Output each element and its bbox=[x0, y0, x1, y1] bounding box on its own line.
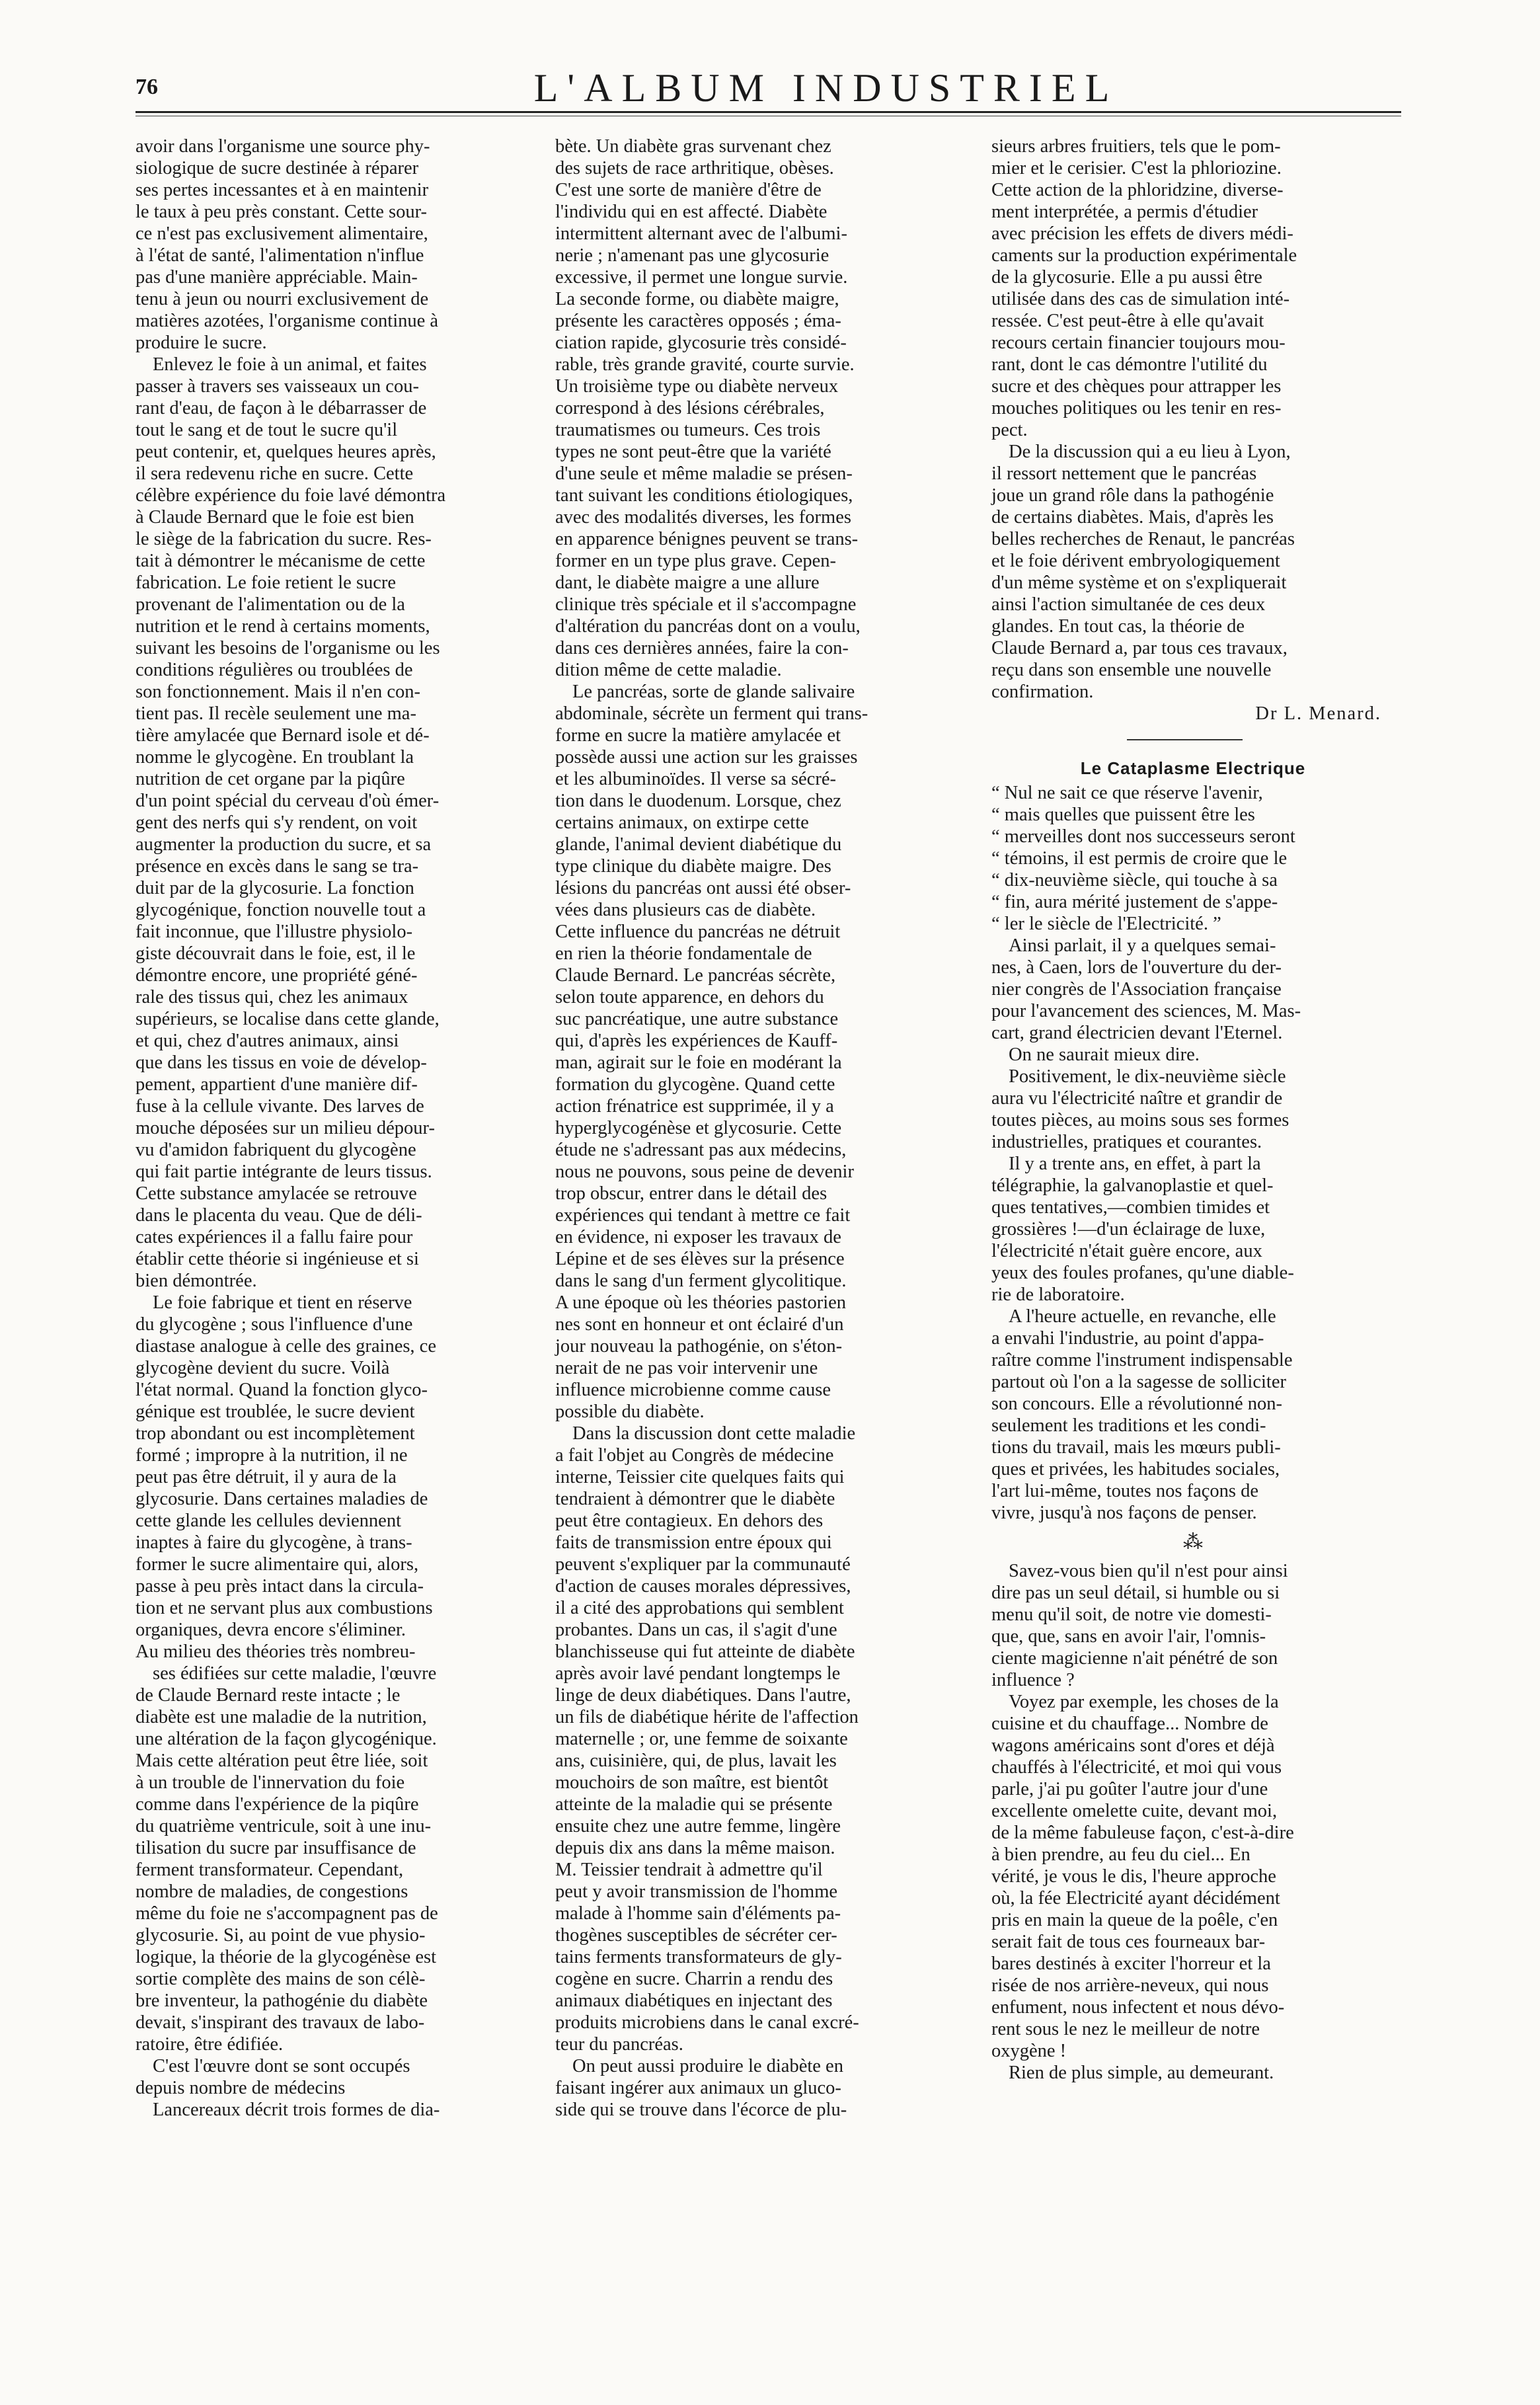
text-line: pect. bbox=[991, 420, 1028, 440]
text-line: tout le sang et de tout le sucre qu'il bbox=[135, 420, 398, 440]
text-line: Lancereaux décrit trois formes de dia- bbox=[153, 2100, 440, 2120]
text-line: On peut aussi produire le diabète en bbox=[572, 2056, 843, 2076]
text-line: de certains diabètes. Mais, d'après les bbox=[991, 507, 1274, 528]
text-line: rant d'eau, de façon à le débarrasser de bbox=[135, 398, 427, 418]
text-line: serait fait de tous ces fourneaux bar- bbox=[991, 1932, 1266, 1952]
text-line: il sera redevenu riche en sucre. Cette bbox=[135, 463, 414, 484]
column-right-top bbox=[991, 136, 1395, 703]
text-line: interne, Teissier cite quelques faits qui bbox=[555, 1467, 845, 1487]
text-line: nerait de ne pas voir intervenir une bbox=[555, 1358, 818, 1378]
section-title: Le Cataplasme Electrique bbox=[1080, 758, 1306, 778]
text-line: l'état normal. Quand la fonction glyco- bbox=[135, 1380, 428, 1400]
text-line: possible du diabète. bbox=[555, 1401, 705, 1422]
text-line: Dans la discussion dont cette maladie bbox=[572, 1423, 856, 1444]
text-line: abdominale, sécrète un ferment qui trans- bbox=[555, 703, 868, 724]
text-line: ainsi l'action simultanée de ces deux bbox=[991, 594, 1266, 615]
text-line: Un troisième type ou diabète nerveux bbox=[555, 376, 839, 397]
text-line: ment interprétée, a permis d'étudier bbox=[991, 202, 1258, 222]
text-line: atteinte de la maladie qui se présente bbox=[555, 1794, 833, 1815]
article-signature: Dr L. Menard. bbox=[1255, 703, 1381, 724]
text-line: lésions du pancréas ont aussi été obser- bbox=[555, 878, 851, 898]
text-line: à Claude Bernard que le foie est bien bbox=[135, 507, 414, 528]
text-line: cates expériences il a fallu faire pour bbox=[135, 1227, 413, 1247]
text-line: clinique très spéciale et il s'accompagne bbox=[555, 594, 857, 615]
text-line: raître comme l'instrument indispensable bbox=[991, 1350, 1293, 1370]
text-line: pour l'avancement des sciences, M. Mas- bbox=[991, 1001, 1301, 1021]
text-line: excessive, il permet une longue survie. bbox=[555, 267, 848, 288]
text-line: nutrition et le rend à certains moments, bbox=[135, 616, 430, 637]
text-line: mouche déposées sur un milieu dépour- bbox=[135, 1118, 435, 1138]
text-line: tait à démontrer le mécanisme de cette bbox=[135, 551, 426, 571]
text-line: type clinique du diabète maigre. Des bbox=[555, 856, 831, 877]
text-line: Savez-vous bien qu'il n'est pour ainsi bbox=[1009, 1561, 1288, 1581]
text-line: du glycogène ; sous l'influence d'une bbox=[135, 1314, 413, 1335]
text-line: à bien prendre, au feu du ciel... En bbox=[991, 1844, 1251, 1865]
text-line: possède aussi une action sur les graisses bbox=[555, 747, 858, 768]
text-line: Claude Bernard. Le pancréas sécrète, bbox=[555, 965, 836, 986]
text-line: de Claude Bernard reste intacte ; le bbox=[135, 1685, 401, 1706]
text-line: former en un type plus grave. Cepen- bbox=[555, 551, 836, 571]
text-line: “ dix-neuvième siècle, qui touche à sa bbox=[991, 870, 1278, 890]
text-line: glycosurie. Dans certaines maladies de bbox=[135, 1489, 428, 1509]
text-line: ques et privées, les habitudes sociales, bbox=[991, 1459, 1280, 1479]
column-right bbox=[991, 136, 1395, 2084]
text-line: dans le sang d'un ferment glycolitique. bbox=[555, 1271, 847, 1291]
text-line: ciente magicienne n'ait pénétré de son bbox=[991, 1648, 1278, 1669]
text-line: formation du glycogène. Quand cette bbox=[555, 1074, 835, 1095]
text-line: selon toute apparence, en dehors du bbox=[555, 987, 824, 1007]
text-line: avec précision les effets de divers médi- bbox=[991, 223, 1293, 244]
text-line: glycosurie. Si, au point de vue physio- bbox=[135, 1925, 426, 1946]
text-line: oxygène ! bbox=[991, 2041, 1067, 2061]
text-line: glande, l'animal devient diabétique du bbox=[555, 834, 842, 855]
text-line: dant, le diabète maigre a une allure bbox=[555, 572, 820, 593]
text-line: inaptes à faire du glycogène, à trans- bbox=[135, 1532, 412, 1553]
text-line: Rien de plus simple, au demeurant. bbox=[1009, 2063, 1274, 2083]
text-line: ses pertes incessantes et à en maintenir bbox=[135, 180, 429, 200]
section-body bbox=[991, 782, 1395, 1524]
text-line: De la discussion qui a eu lieu à Lyon, bbox=[1009, 442, 1291, 462]
text-line: de la glycosurie. Elle a pu aussi être bbox=[991, 267, 1262, 288]
text-line: excellente omelette cuite, devant moi, bbox=[991, 1801, 1278, 1821]
text-line: fait inconnue, que l'illustre physiolo- bbox=[135, 922, 413, 942]
text-line: avec des modalités diverses, les formes bbox=[555, 507, 851, 528]
text-line: maternelle ; or, une femme de soixante bbox=[555, 1729, 848, 1749]
text-line: d'altération du pancréas dont on a voulu, bbox=[555, 616, 861, 637]
text-line: siologique de sucre destinée à réparer bbox=[135, 158, 419, 178]
text-line: nes sont en honneur et ont éclairé d'un bbox=[555, 1314, 844, 1335]
text-line: giste découvrait dans le foie, est, il le bbox=[135, 943, 416, 964]
text-line: sucre et des chèques pour attrapper les bbox=[991, 376, 1282, 397]
text-line: même du foie ne s'accompagnent pas de bbox=[135, 1903, 438, 1924]
text-line: glycogène devient du sucre. Voilà bbox=[135, 1358, 390, 1378]
text-line: C'est l'œuvre dont se sont occupés bbox=[153, 2056, 410, 2076]
text-line: tendraient à démontrer que le diabète bbox=[555, 1489, 835, 1509]
text-line: nier congrès de l'Association française bbox=[991, 979, 1282, 1000]
text-line: sieurs arbres fruitiers, tels que le pom- bbox=[991, 136, 1281, 157]
text-line: sortie complète des mains de son célè- bbox=[135, 1969, 426, 1989]
text-line: ciation rapide, glycosurie très considé- bbox=[555, 333, 847, 353]
text-line: produits microbiens dans le canal excré- bbox=[555, 2012, 859, 2033]
text-line: industrielles, pratiques et courantes. bbox=[991, 1132, 1262, 1152]
column-left bbox=[135, 136, 522, 2121]
text-line: seulement les traditions et les condi- bbox=[991, 1415, 1266, 1436]
text-line: “ témoins, il est permis de croire que le bbox=[991, 848, 1288, 869]
text-line: rent sous le nez le meilleur de notre bbox=[991, 2019, 1260, 2039]
text-line: ce n'est pas exclusivement alimentaire, bbox=[135, 223, 428, 244]
text-line: caments sur la production expérimentale bbox=[991, 245, 1297, 266]
text-line: ensuite chez une autre femme, lingère bbox=[555, 1816, 841, 1836]
page-number: 76 bbox=[135, 75, 158, 99]
text-line: d'un même système et on s'expliquerait bbox=[991, 572, 1287, 593]
text-line: “ Nul ne sait ce que réserve l'avenir, bbox=[991, 783, 1263, 803]
text-line: wagons américains sont d'ores et déjà bbox=[991, 1735, 1275, 1756]
text-line: de la même fabuleuse façon, c'est-à-dire bbox=[991, 1823, 1294, 1843]
text-line: linge de deux diabétiques. Dans l'autre, bbox=[555, 1685, 851, 1706]
text-line: certains animaux, on extirpe cette bbox=[555, 812, 809, 833]
text-line: dition même de cette maladie. bbox=[555, 660, 782, 680]
text-line: matières azotées, l'organisme continue à bbox=[135, 311, 439, 331]
text-line: a fait l'objet au Congrès de médecine bbox=[555, 1445, 834, 1466]
text-line: risée de nos arrière-neveux, qui nous bbox=[991, 1975, 1269, 1996]
text-line: qui fait partie intégrante de leurs tissus. bbox=[135, 1162, 432, 1182]
text-line: ans, cuisinière, qui, de plus, lavait les bbox=[555, 1751, 837, 1771]
text-line: expériences qui tendant à mettre ce fait bbox=[555, 1205, 851, 1226]
text-line: nes, à Caen, lors de l'ouverture du der- bbox=[991, 957, 1282, 978]
text-line: du quatrième ventricule, soit à une inu- bbox=[135, 1816, 432, 1836]
text-line: Claude Bernard a, par tous ces travaux, bbox=[991, 638, 1288, 658]
text-line: produire le sucre. bbox=[135, 333, 267, 353]
text-line: aura vu l'électricité naître et grandir de bbox=[991, 1088, 1283, 1109]
text-line: faits de transmission entre époux qui bbox=[555, 1532, 832, 1553]
text-line: depuis nombre de médecins bbox=[135, 2078, 346, 2098]
text-line: Ainsi parlait, il y a quelques semai- bbox=[1009, 935, 1276, 956]
text-line: Lépine et de ses élèves sur la présence bbox=[555, 1249, 845, 1269]
text-line: bien démontrée. bbox=[135, 1271, 257, 1291]
text-line: animaux diabétiques en injectant des bbox=[555, 1991, 833, 2011]
text-line: jour nouveau la pathogénie, on s'éton- bbox=[555, 1336, 843, 1357]
asterism-divider: ⁂ bbox=[1183, 1531, 1203, 1553]
text-line: et qui, chez d'autres animaux, ainsi bbox=[135, 1031, 399, 1051]
text-line: il a cité des approbations qui semblent bbox=[555, 1598, 844, 1618]
text-line: que dans les tissus en voie de dévelop- bbox=[135, 1052, 427, 1073]
text-line: célèbre expérience du foie lavé démontra bbox=[135, 485, 446, 506]
text-line: l'individu qui en est affecté. Diabète bbox=[555, 202, 828, 222]
text-line: à l'état de santé, l'alimentation n'influe bbox=[135, 245, 424, 266]
text-line: l'art lui-même, toutes nos façons de bbox=[991, 1481, 1259, 1501]
text-line: nombre de maladies, de congestions bbox=[135, 1881, 408, 1902]
text-line: fabrication. Le foie retient le sucre bbox=[135, 572, 397, 593]
text-line: influence microbienne comme cause bbox=[555, 1380, 831, 1400]
text-line: intermittent alternant avec de l'albumi- bbox=[555, 223, 847, 244]
text-line: et le foie dérivent embryologiquement bbox=[991, 551, 1280, 571]
text-line: pris en main la queue de la poêle, c'en bbox=[991, 1910, 1278, 1930]
text-line: joue un grand rôle dans la pathogénie bbox=[991, 485, 1274, 506]
text-line: devait, s'inspirant des travaux de labo- bbox=[135, 2012, 425, 2033]
text-line: augmenter la production du sucre, et sa bbox=[135, 834, 432, 855]
text-line: peut être contagieux. En dehors des bbox=[555, 1511, 824, 1531]
text-line: organiques, devra encore s'éliminer. bbox=[135, 1620, 406, 1640]
text-line: passe à peu près intact dans la circula- bbox=[135, 1576, 424, 1597]
text-line: Le foie fabrique et tient en réserve bbox=[153, 1292, 412, 1313]
text-line: d'un point spécial du cerveau d'où émer- bbox=[135, 791, 440, 811]
text-line: glandes. En tout cas, la théorie de bbox=[991, 616, 1245, 637]
text-line: teur du pancréas. bbox=[555, 2034, 683, 2055]
text-line: nous ne pouvons, sous peine de devenir bbox=[555, 1162, 854, 1182]
text-line: tion dans le duodenum. Lorsque, chez bbox=[555, 791, 841, 811]
text-line: mier et le cerisier. C'est la phloriozine. bbox=[991, 158, 1282, 178]
text-line: provenant de l'alimentation ou de la bbox=[135, 594, 405, 615]
text-line: l'électricité n'était guère encore, aux bbox=[991, 1241, 1262, 1261]
text-line: Cette influence du pancréas ne détruit bbox=[555, 922, 841, 942]
text-line: après avoir lavé pendant longtemps le bbox=[555, 1663, 841, 1684]
text-line: tient pas. Il recèle seulement une ma- bbox=[135, 703, 416, 724]
text-line: diastase analogue à celle des graines, ce bbox=[135, 1336, 436, 1357]
text-line: La seconde forme, ou diabète maigre, bbox=[555, 289, 839, 309]
text-line: forme en sucre la matière amylacée et bbox=[555, 725, 841, 746]
text-line: action frénatrice est supprimée, il y a bbox=[555, 1096, 834, 1117]
text-line: chauffés à l'électricité, et moi qui vous bbox=[991, 1757, 1282, 1778]
text-line: Enlevez le foie à un animal, et faites bbox=[153, 354, 427, 375]
text-line: pement, appartient d'une manière dif- bbox=[135, 1074, 418, 1095]
text-line: ques tentatives,—combien timides et bbox=[991, 1197, 1270, 1218]
text-line: ratoire, être édifiée. bbox=[135, 2034, 284, 2055]
text-line: en apparence bénignes peuvent se trans- bbox=[555, 529, 859, 549]
text-line: man, agirait sur le foie en modérant la bbox=[555, 1052, 842, 1073]
text-line: mouchoirs de son maître, est bientôt bbox=[555, 1772, 829, 1793]
text-line: tière amylacée que Bernard isole et dé- bbox=[135, 725, 430, 746]
text-line: trop obscur, entrer dans le détail des bbox=[555, 1183, 828, 1204]
text-line: logique, la théorie de la glycogénèse est bbox=[135, 1947, 437, 1967]
text-line: où, la fée Electricité ayant décidément bbox=[991, 1888, 1280, 1909]
text-line: d'une seule et même maladie se présen- bbox=[555, 463, 853, 484]
text-line: d'action de causes morales dépressives, bbox=[555, 1576, 851, 1597]
text-line: “ merveilles dont nos successeurs seront bbox=[991, 826, 1295, 847]
text-line: side qui se trouve dans l'écorce de plu- bbox=[555, 2100, 847, 2120]
text-line: rie de laboratoire. bbox=[991, 1284, 1125, 1305]
text-line: malade à l'homme sain d'éléments pa- bbox=[555, 1903, 841, 1924]
text-line: et les albuminoïdes. Il verse sa sécré- bbox=[555, 769, 836, 789]
text-line: en rien la théorie fondamentale de bbox=[555, 943, 812, 964]
text-line: “ mais quelles que puissent être les bbox=[991, 805, 1255, 825]
text-line: tains ferments transformateurs de gly- bbox=[555, 1947, 842, 1967]
text-line: types ne sont peut-être que la variété bbox=[555, 442, 831, 462]
text-line: télégraphie, la galvanoplastie et quel- bbox=[991, 1175, 1274, 1196]
text-line: A une époque où les théories pastorien bbox=[555, 1292, 847, 1313]
text-line: C'est une sorte de manière d'être de bbox=[555, 180, 822, 200]
text-line: tant suivant les conditions étiologiques, bbox=[555, 485, 853, 506]
text-line: reçu dans son ensemble une nouvelle bbox=[991, 660, 1272, 680]
text-line: avoir dans l'organisme une source phy- bbox=[135, 136, 430, 157]
text-line: Cette action de la phloridzine, diverse- bbox=[991, 180, 1284, 200]
text-line: Le pancréas, sorte de glande salivaire bbox=[572, 682, 855, 702]
text-line: le taux à peu près constant. Cette sour- bbox=[135, 202, 428, 222]
text-line: un fils de diabétique hérite de l'affection bbox=[555, 1707, 859, 1727]
text-line: tenu à jeun ou nourri exclusivement de bbox=[135, 289, 429, 309]
text-line: en évidence, ni exposer les travaux de bbox=[555, 1227, 841, 1247]
text-line: “ fin, aura mérité justement de s'appe- bbox=[991, 892, 1278, 912]
text-line: recours certain financier toujours mou- bbox=[991, 333, 1286, 353]
text-line: tilisation du sucre par insuffisance de bbox=[135, 1838, 416, 1858]
text-line: bète. Un diabète gras survenant chez bbox=[555, 136, 831, 157]
text-line: utilisée dans des cas de simulation inté- bbox=[991, 289, 1290, 309]
text-line: passer à travers ses vaisseaux un cou- bbox=[135, 376, 419, 397]
text-line: pas d'une manière appréciable. Main- bbox=[135, 267, 418, 288]
text-line: démontre encore, une propriété géné- bbox=[135, 965, 418, 986]
text-line: confirmation. bbox=[991, 682, 1094, 702]
text-line: suivant les besoins de l'organisme ou les bbox=[135, 638, 440, 658]
text-line: menu qu'il soit, de notre vie domesti- bbox=[991, 1604, 1272, 1625]
text-line: hyperglycogénèse et glycosurie. Cette bbox=[555, 1118, 842, 1138]
text-line: vérité, je vous le dis, l'heure approche bbox=[991, 1866, 1276, 1887]
text-line: On ne saurait mieux dire. bbox=[1009, 1045, 1200, 1065]
text-line: tions du travail, mais les mœurs publi- bbox=[991, 1437, 1281, 1458]
text-line: vivre, jusqu'à nos façons de penser. bbox=[991, 1503, 1257, 1523]
text-line: son concours. Elle a révolutionné non- bbox=[991, 1394, 1283, 1414]
text-line: bares destinés à exciter l'horreur et la bbox=[991, 1953, 1271, 1974]
text-line: rant, dont le cas démontre l'utilité du bbox=[991, 354, 1268, 375]
text-line: il ressort nettement que le pancréas bbox=[991, 463, 1257, 484]
text-line: vu d'amidon fabriquent du glycogène bbox=[135, 1140, 416, 1160]
text-line: peuvent s'expliquer par la communauté bbox=[555, 1554, 851, 1575]
text-line: depuis dix ans dans la même maison. bbox=[555, 1838, 835, 1858]
text-line: rale des tissus qui, chez les animaux bbox=[135, 987, 408, 1007]
text-line: cart, grand électricien devant l'Eternel. bbox=[991, 1023, 1283, 1043]
text-line: que, que, sans en avoir l'air, l'omnis- bbox=[991, 1626, 1266, 1647]
text-line: probantes. Dans un cas, il s'agit d'une bbox=[555, 1620, 837, 1640]
text-line: tion et ne servant plus aux combustions bbox=[135, 1598, 433, 1618]
masthead bbox=[0, 0, 1540, 119]
text-line: une altération de la façon glycogénique. bbox=[135, 1729, 437, 1749]
text-line: peut contenir, et, quelques heures après, bbox=[135, 442, 436, 462]
text-line: cette glande les cellules deviennent bbox=[135, 1511, 401, 1531]
text-line: présente les caractères opposés ; éma- bbox=[555, 311, 841, 331]
text-line: peut pas être détruit, il y aura de la bbox=[135, 1467, 397, 1487]
text-line: formé ; impropre à la nutrition, il ne bbox=[135, 1445, 408, 1466]
text-line: comme dans l'expérience de la piqûre bbox=[135, 1794, 419, 1815]
text-line: supérieurs, se localise dans cette glande, bbox=[135, 1009, 440, 1029]
text-line: fuse à la cellule vivante. Des larves de bbox=[135, 1096, 424, 1117]
text-line: cogène en sucre. Charrin a rendu des bbox=[555, 1969, 833, 1989]
text-line: le siège de la fabrication du sucre. Res- bbox=[135, 529, 432, 549]
text-line: à un trouble de l'innervation du foie bbox=[135, 1772, 405, 1793]
journal-title: L'ALBUM INDUSTRIEL bbox=[533, 66, 1119, 110]
text-line: belles recherches de Renaut, le pancréas bbox=[991, 529, 1295, 549]
text-line: partout où l'on a la sagesse de solliciter bbox=[991, 1372, 1286, 1392]
text-line: trop abondant ou est incomplètement bbox=[135, 1423, 415, 1444]
section-divider bbox=[991, 725, 1395, 754]
text-line: “ ler le siècle de l'Electricité. ” bbox=[991, 914, 1221, 934]
text-line: a envahi l'industrie, au point d'appa- bbox=[991, 1328, 1264, 1349]
text-line: nomme le glycogène. En troublant la bbox=[135, 747, 414, 768]
text-line: duit par de la glycosurie. La fonction bbox=[135, 878, 414, 898]
text-line: des sujets de race arthritique, obèses. bbox=[555, 158, 834, 178]
final-body bbox=[991, 1560, 1395, 2084]
text-line: blanchisseuse qui fut atteinte de diabète bbox=[555, 1641, 855, 1662]
text-line: vées dans plusieurs cas de diabète. bbox=[555, 900, 816, 920]
text-line: qui, d'après les expériences de Kauff- bbox=[555, 1031, 838, 1051]
text-line: glycogénique, fonction nouvelle tout a bbox=[135, 900, 426, 920]
text-line: peut y avoir transmission de l'homme bbox=[555, 1881, 838, 1902]
text-line: mouches politiques ou les tenir en res- bbox=[991, 398, 1282, 418]
header-rule bbox=[135, 111, 1401, 113]
text-line: ferment transformateur. Cependant, bbox=[135, 1860, 404, 1880]
text-line: grossières !—d'un éclairage de luxe, bbox=[991, 1219, 1266, 1240]
text-line: son fonctionnement. Mais il n'en con- bbox=[135, 682, 420, 702]
text-line: présence en excès dans le sang se tra- bbox=[135, 856, 419, 877]
text-line: Mais cette altération peut être liée, soit bbox=[135, 1751, 428, 1771]
text-line: influence ? bbox=[991, 1670, 1075, 1690]
text-line: M. Teissier tendrait à admettre qu'il bbox=[555, 1860, 823, 1880]
text-line: dans le placenta du veau. Que de déli- bbox=[135, 1205, 422, 1226]
text-line: Voyez par exemple, les choses de la bbox=[1009, 1692, 1279, 1712]
text-line: dans ces dernières années, faire la con- bbox=[555, 638, 849, 658]
text-line: toutes pièces, au moins sous ses formes bbox=[991, 1110, 1290, 1130]
text-line: établir cette théorie si ingénieuse et si bbox=[135, 1249, 419, 1269]
text-line: former le sucre alimentaire qui, alors, bbox=[135, 1554, 419, 1575]
text-line: génique est troublée, le sucre devient bbox=[135, 1401, 415, 1422]
text-line: thogènes susceptibles de sécréter cer- bbox=[555, 1925, 837, 1946]
text-line: suc pancréatique, une autre substance bbox=[555, 1009, 839, 1029]
text-line: parle, j'ai pu goûter l'autre jour d'une bbox=[991, 1779, 1268, 1799]
text-line: gent des nerfs qui s'y rendent, on voit bbox=[135, 812, 418, 833]
text-line: nerie ; n'amenant pas une glycosurie bbox=[555, 245, 829, 266]
text-line: A l'heure actuelle, en revanche, elle bbox=[1009, 1306, 1276, 1327]
text-line: cuisine et du chauffage... Nombre de bbox=[991, 1714, 1268, 1734]
text-line: nutrition de cet organe par la piqûre bbox=[135, 769, 405, 789]
text-line: enfument, nous infectent et nous dévo- bbox=[991, 1997, 1285, 2018]
text-line: conditions régulières ou troublées de bbox=[135, 660, 413, 680]
text-line: Il y a trente ans, en effet, à part la bbox=[1009, 1154, 1261, 1174]
text-line: traumatismes ou tumeurs. Ces trois bbox=[555, 420, 821, 440]
text-line: yeux des foules profanes, qu'une diable- bbox=[991, 1263, 1294, 1283]
text-line: étude ne s'adressant pas aux médecins, bbox=[555, 1140, 847, 1160]
text-line: faisant ingérer aux animaux un gluco- bbox=[555, 2078, 841, 2098]
text-line: diabète est une maladie de la nutrition, bbox=[135, 1707, 427, 1727]
text-line: Au milieu des théories très nombreu- bbox=[135, 1641, 416, 1662]
text-line: rable, très grande gravité, courte survie. bbox=[555, 354, 855, 375]
text-line: Positivement, le dix-neuvième siècle bbox=[1009, 1066, 1286, 1087]
text-line: Cette substance amylacée se retrouve bbox=[135, 1183, 417, 1204]
text-line: bre inventeur, la pathogénie du diabète bbox=[135, 1991, 428, 2011]
text-line: ressée. C'est peut-être à elle qu'avait bbox=[991, 311, 1264, 331]
text-line: correspond à des lésions cérébrales, bbox=[555, 398, 825, 418]
text-line: ses édifiées sur cette maladie, l'œuvre bbox=[153, 1663, 437, 1684]
text-line: dire pas un seul détail, si humble ou si bbox=[991, 1583, 1280, 1603]
column-middle bbox=[555, 136, 952, 2121]
